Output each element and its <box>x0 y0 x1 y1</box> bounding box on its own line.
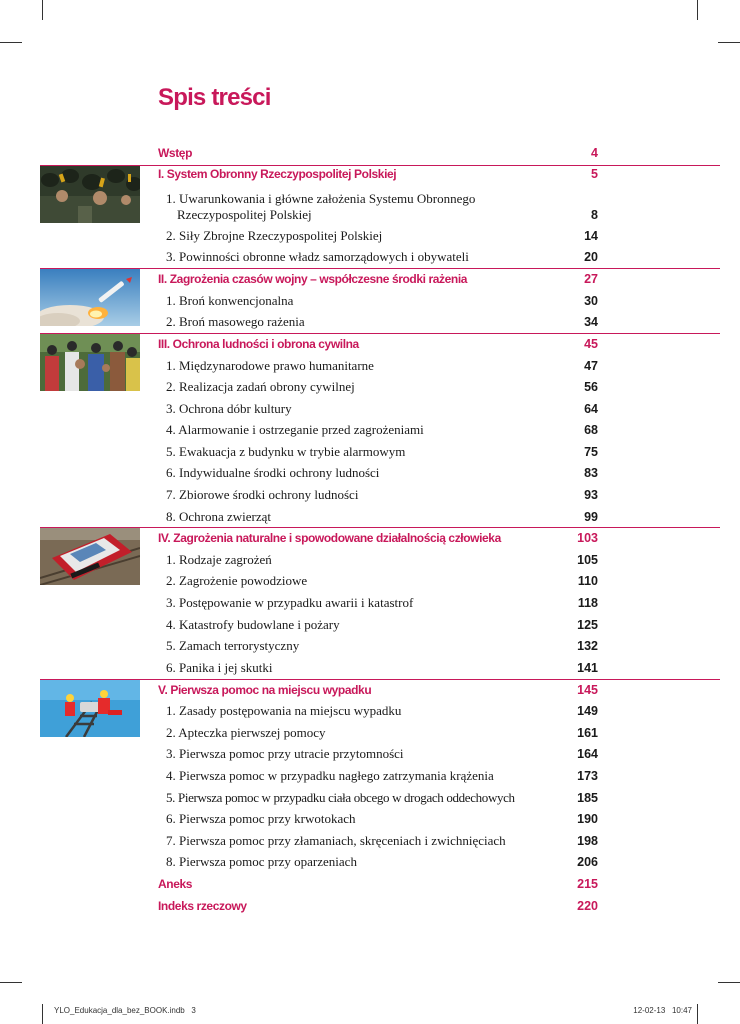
toc-entry[interactable] <box>158 768 598 784</box>
toc-entry-page: 20 <box>584 250 598 264</box>
toc-entry-label: 6. Pierwsza pomoc przy krwotokach <box>166 811 356 826</box>
toc-entry[interactable] <box>158 379 598 395</box>
toc-entry-page: 68 <box>584 423 598 437</box>
toc-entry[interactable] <box>158 444 598 460</box>
toc-entry-page: 173 <box>577 769 598 783</box>
toc-entry[interactable] <box>158 811 598 827</box>
toc-entry[interactable] <box>158 314 598 330</box>
toc-entry-page: 45 <box>584 337 598 351</box>
toc-entry-page: 110 <box>577 574 598 588</box>
section-rule <box>40 268 720 269</box>
toc-entry-label: 4. Pierwsza pomoc w przypadku nagłego zatrzymania krążenia <box>166 768 494 783</box>
toc-entry-label: 4. Alarmowanie i ostrzeganie przed zagrożeniami <box>166 422 424 437</box>
toc-entry-label: Wstęp <box>158 146 193 160</box>
toc-entry-page: 27 <box>584 272 598 286</box>
toc-entry-page: 118 <box>577 596 598 610</box>
toc-entry-page: 99 <box>584 510 598 524</box>
toc-entry-page: 83 <box>584 466 598 480</box>
toc-entry[interactable] <box>158 833 598 849</box>
toc-entry-label: 7. Zbiorowe środki ochrony ludności <box>166 487 359 502</box>
toc-entry-page: 30 <box>584 294 598 308</box>
toc-entry-label: 1. Rodzaje zagrożeń <box>166 552 272 567</box>
toc-entry-indeks[interactable] <box>158 898 598 914</box>
toc-entry[interactable] <box>158 552 598 568</box>
toc-entry-label: 3. Powinności obronne władz samorządowych i obywateli <box>166 249 469 264</box>
toc-entry-label: 5. Pierwsza pomoc w przypadku ciała obcego w drogach oddechowych <box>166 790 515 805</box>
toc-entry[interactable] <box>158 746 598 762</box>
toc-entry-page: 220 <box>577 899 598 913</box>
toc-entry-page: 14 <box>584 229 598 243</box>
missile-launch-photo <box>40 269 140 326</box>
toc-entry-wstep[interactable] <box>158 145 598 161</box>
crop-mark <box>718 982 740 983</box>
toc-entry-label: 6. Panika i jej skutki <box>166 660 273 675</box>
toc-entry[interactable] <box>158 573 598 589</box>
toc-entry-label: V. Pierwsza pomoc na miejscu wypadku <box>158 683 372 697</box>
toc-entry-label: I. System Obronny Rzeczypospolitej Polskiej <box>158 167 397 181</box>
toc-entry-label: 2. Realizacja zadań obrony cywilnej <box>166 379 355 394</box>
toc-entry-page: 164 <box>577 747 598 761</box>
toc-entry-label: 1. Międzynarodowe prawo humanitarne <box>166 358 374 373</box>
footer-timestamp: 12-02-13 10:47 <box>633 1006 692 1015</box>
toc-entry-page: 125 <box>577 618 598 632</box>
toc-entry-label: 6. Indywidualne środki ochrony ludności <box>166 465 380 480</box>
toc-entry[interactable] <box>158 358 598 374</box>
toc-entry-label: 2. Broń masowego rażenia <box>166 314 305 329</box>
toc-entry-page: 145 <box>577 683 598 697</box>
crop-mark <box>42 0 43 20</box>
toc-entry-page: 56 <box>584 380 598 394</box>
toc-entry-page: 103 <box>577 531 598 545</box>
toc-entry[interactable] <box>158 854 598 870</box>
footer-file-info: YLO_Edukacja_dla_bez_BOOK.indb 3 <box>54 1006 196 1015</box>
toc-entry-label: 3. Postępowanie w przypadku awarii i katastrof <box>166 595 414 610</box>
toc-entry-page: 47 <box>584 359 598 373</box>
toc-entry-label: 5. Zamach terrorystyczny <box>166 638 300 653</box>
crop-mark <box>718 42 740 43</box>
crop-mark <box>697 1004 698 1024</box>
toc-entry-label: 2. Siły Zbrojne Rzeczypospolitej Polskiej <box>166 228 383 243</box>
toc-entry-page: 5 <box>591 167 598 181</box>
toc-entry-page: 4 <box>591 146 598 160</box>
toc-entry-label: 8. Ochrona zwierząt <box>166 509 272 524</box>
toc-entry-label: IV. Zagrożenia naturalne i spowodowane działalnością człowieka <box>158 531 501 545</box>
toc-entry-label-line: Rzeczypospolitej Polskiej <box>177 207 312 222</box>
crop-mark <box>0 42 22 43</box>
toc-entry-label: 1. Broń konwencjonalna <box>166 293 294 308</box>
toc-entry-page: 75 <box>584 445 598 459</box>
toc-entry[interactable] <box>158 595 598 611</box>
toc-entry[interactable] <box>158 617 598 633</box>
toc-section-3[interactable] <box>158 336 598 352</box>
toc-entry-aneks[interactable] <box>158 876 598 892</box>
toc-entry-label: 8. Pierwsza pomoc przy oparzeniach <box>166 854 357 869</box>
toc-entry-label: 1. Zasady postępowania na miejscu wypadku <box>166 703 402 718</box>
toc-entry[interactable] <box>158 660 598 676</box>
toc-section-5[interactable] <box>158 682 598 698</box>
section-rule <box>40 679 720 680</box>
page-title: Spis treści <box>158 84 271 111</box>
toc-entry-label: II. Zagrożenia czasów wojny – współczesne środki rażenia <box>158 272 468 286</box>
toc-entry-page: 206 <box>577 855 598 869</box>
toc-entry-label: III. Ochrona ludności i obrona cywilna <box>158 337 359 351</box>
rescue-photo <box>40 680 140 737</box>
toc-entry[interactable] <box>158 638 598 654</box>
toc-entry[interactable] <box>158 191 598 223</box>
toc-entry-label: 3. Pierwsza pomoc przy utracie przytomności <box>166 746 404 761</box>
toc-entry-page: 149 <box>577 704 598 718</box>
section-rule <box>40 527 720 528</box>
toc-entry-label-line: 1. Uwarunkowania i główne założenia Systemu Obronnego <box>166 191 476 206</box>
soldiers-photo <box>40 166 140 223</box>
train-crash-photo <box>40 528 140 585</box>
crop-mark <box>42 1004 43 1024</box>
toc-entry[interactable] <box>158 509 598 525</box>
toc-entry-label: Indeks rzeczowy <box>158 899 247 913</box>
toc-entry-page: 141 <box>577 661 598 675</box>
toc-entry[interactable] <box>158 422 598 438</box>
toc-entry-label: 3. Ochrona dóbr kultury <box>166 401 292 416</box>
toc-entry-page: 198 <box>577 834 598 848</box>
toc-section-2[interactable] <box>158 271 598 287</box>
civilians-photo <box>40 334 140 391</box>
section-rule <box>40 333 720 334</box>
toc-entry[interactable] <box>158 487 598 503</box>
toc-entry-label: Aneks <box>158 877 193 891</box>
toc-entry-page: 185 <box>577 791 598 805</box>
crop-mark <box>0 982 22 983</box>
toc-entry[interactable] <box>158 293 598 309</box>
toc-entry[interactable] <box>158 725 598 741</box>
toc-entry[interactable] <box>158 465 598 481</box>
toc-entry-page: 190 <box>577 812 598 826</box>
toc-entry[interactable] <box>158 228 598 244</box>
toc-entry[interactable] <box>158 703 598 719</box>
toc-entry-page: 34 <box>584 315 598 329</box>
toc-entry-label: 2. Zagrożenie powodziowe <box>166 573 308 588</box>
toc-entry-page: 105 <box>577 553 598 567</box>
toc-entry-page: 8 <box>591 208 598 222</box>
toc-section-1[interactable] <box>158 166 598 182</box>
toc-entry-label: 2. Apteczka pierwszej pomocy <box>166 725 326 740</box>
toc-entry-label <box>166 191 572 223</box>
toc-entry-page: 161 <box>577 726 598 740</box>
toc-entry-label: 7. Pierwsza pomoc przy złamaniach, skręceniach i zwichnięciach <box>166 833 506 848</box>
toc-entry-page: 64 <box>584 402 598 416</box>
toc-entry-page: 93 <box>584 488 598 502</box>
toc-entry[interactable] <box>158 401 598 417</box>
toc-entry-label: 5. Ewakuacja z budynku w trybie alarmowym <box>166 444 406 459</box>
toc-section-4[interactable] <box>158 530 598 546</box>
toc-entry[interactable] <box>158 790 598 806</box>
toc-entry-page: 215 <box>577 877 598 891</box>
toc-entry-page: 132 <box>577 639 598 653</box>
toc-entry[interactable] <box>158 249 598 265</box>
crop-mark <box>697 0 698 20</box>
toc-entry-label: 4. Katastrofy budowlane i pożary <box>166 617 340 632</box>
